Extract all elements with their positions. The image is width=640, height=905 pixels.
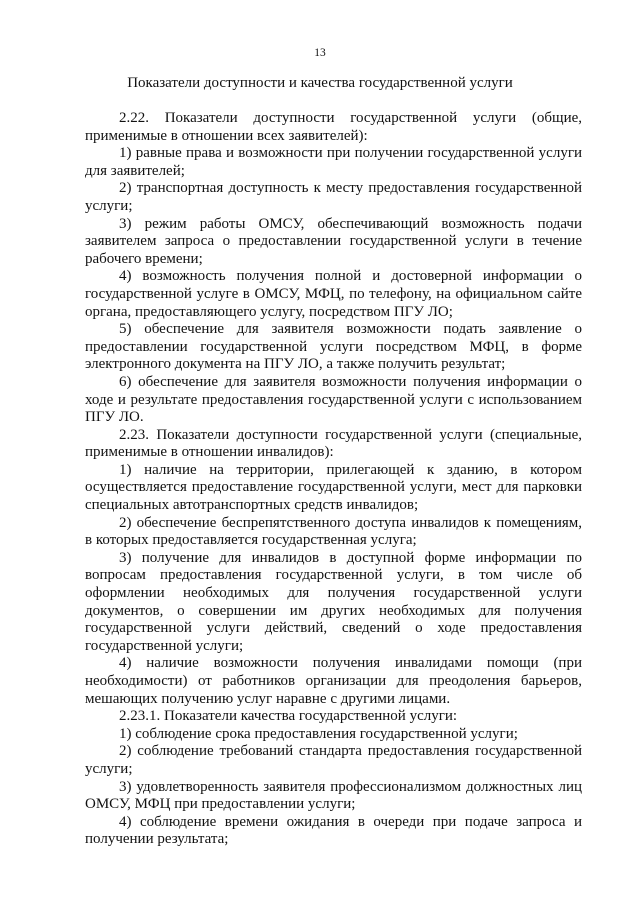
list-item-quality-4: 4) соблюдение времени ожидания в очереди при подаче запроса и получении результата;: [85, 813, 582, 848]
list-item-special-1: 1) наличие на территории, прилегающей к зданию, в котором осуществляется предоставление государственной услуги, мест для парковки специальных автотранспортных средств инвалидов;: [85, 461, 582, 514]
list-item-general-2: 2) транспортная доступность к месту предоставления государственной услуги;: [85, 180, 582, 214]
list-item-quality-2: 2) соблюдение требований стандарта предоставления государственной услуги;: [85, 743, 582, 777]
paragraph-2-22: 2.22. Показатели доступности государственной услуги (общие, применимые в отношении всех заявителей):: [85, 110, 582, 144]
section-heading: Показатели доступности и качества государственной услуги: [127, 75, 513, 91]
list-item-general-4: 4) возможность получения полной и достоверной информации о государственной услуге в ОМСУ, МФЦ, по телефону, на официальном сайте органа, предоставляющего услугу, посредством ПГУ ЛО;: [85, 268, 582, 320]
paragraph-2-23-1: 2.23.1. Показатели качества государственной услуги:: [119, 708, 458, 725]
list-item-special-3: 3) получение для инвалидов в доступной форме информации по вопросам предоставления государственной услуги, в том числе об оформлении необходимых для получения государственной услуги документов, о совершении им других необходимых для получения государственной услуги действий, сведений о ходе предоставления государственной услуги;: [85, 549, 582, 654]
page-number: 13: [314, 47, 326, 59]
paragraph-2-23: 2.23. Показатели доступности государственной услуги (специальные, применимые в отношении инвалидов):: [85, 426, 582, 461]
document-body: [85, 110, 582, 849]
list-item-general-3: 3) режим работы ОМСУ, обеспечивающий возможность подачи заявителем запроса о предоставлении государственной услуги в течение рабочего времени;: [85, 215, 582, 267]
list-item-special-2: 2) обеспечение беспрепятственного доступа инвалидов к помещениям, в которых предоставляется государственная услуга;: [85, 514, 582, 549]
list-item-general-1: 1) равные права и возможности при получении государственной услуги для заявителей;: [85, 145, 582, 179]
list-item-quality-1: 1) соблюдение срока предоставления государственной услуги;: [119, 725, 518, 742]
list-item-quality-3: 3) удовлетворенность заявителя профессионализмом должностных лиц ОМСУ, МФЦ при предоставлении услуги;: [85, 778, 582, 813]
list-item-general-6: 6) обеспечение для заявителя возможности получения информации о ходе и результате предоставления государственной услуги с использованием ПГУ ЛО.: [85, 373, 582, 426]
list-item-special-4: 4) наличие возможности получения инвалидами помощи (при необходимости) от работников организации для преодоления барьеров, мешающих получению услуг наравне с другими лицами.: [85, 655, 582, 707]
list-item-general-5: 5) обеспечение для заявителя возможности подать заявление о предоставлении государственной услуги посредством МФЦ, в форме электронного документа на ПГУ ЛО, а также получить результат;: [85, 321, 582, 373]
